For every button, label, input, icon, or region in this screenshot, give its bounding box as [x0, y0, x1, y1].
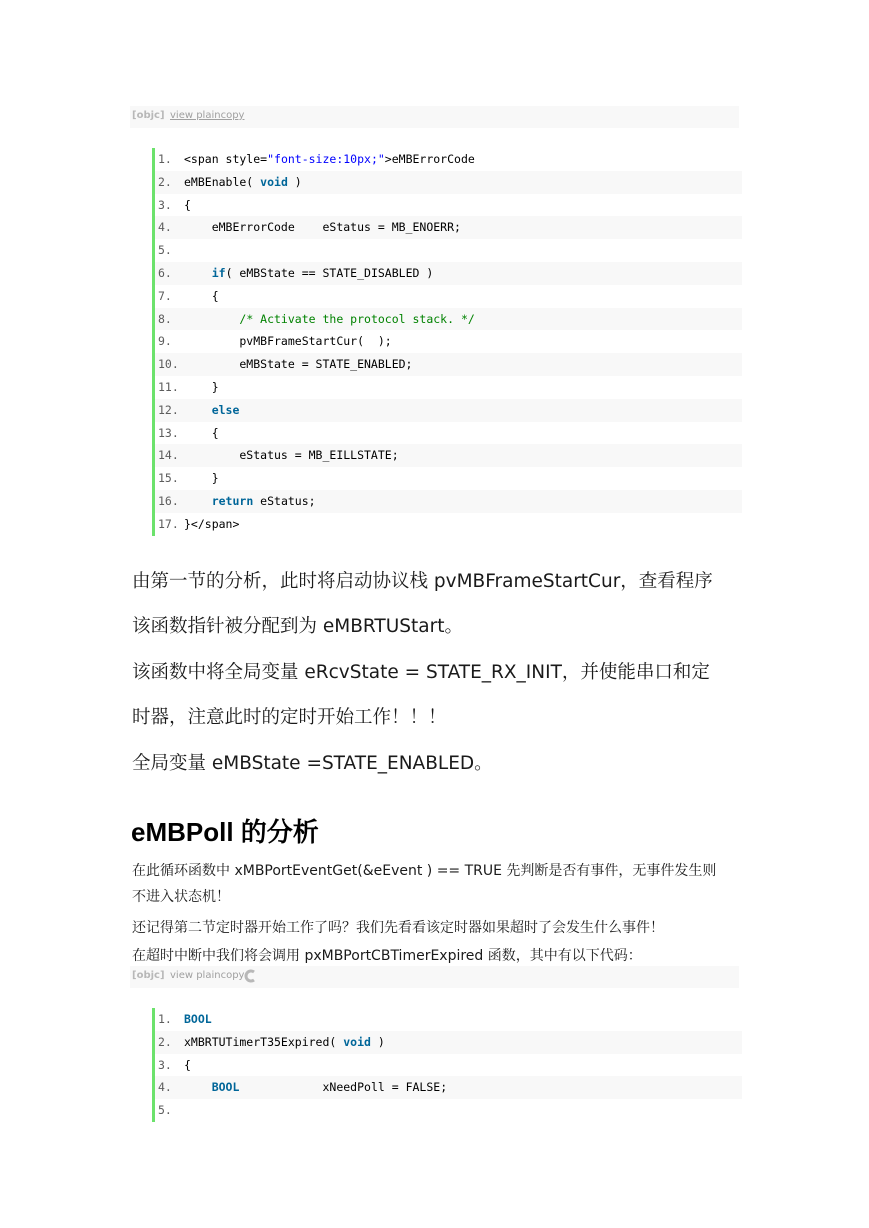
line-number: 12.	[158, 402, 179, 417]
code-token: >eMBErrorCode	[384, 152, 475, 166]
code-keyword: if	[211, 265, 226, 280]
code-text	[184, 148, 475, 171]
code-text	[184, 444, 399, 467]
code-line	[155, 490, 742, 513]
paragraph: 全局变量 eMBState =STATE_ENABLED。	[132, 753, 493, 774]
code-text	[184, 376, 219, 399]
code-token	[184, 1080, 212, 1094]
code-line	[155, 171, 742, 194]
code-token: ( eMBState == STATE_DISABLED )	[225, 265, 434, 280]
code-line	[155, 216, 742, 239]
line-number: 1.	[158, 152, 172, 166]
code-text	[184, 1076, 447, 1099]
code-text	[184, 171, 302, 194]
code-line	[155, 513, 742, 536]
code-line	[155, 262, 742, 285]
code-line	[155, 467, 742, 490]
code-keyword: else	[211, 402, 240, 417]
line-number: 16.	[158, 493, 179, 508]
code-token: <span style=	[184, 152, 268, 166]
paragraph: 还记得第二节定时器开始工作了吗？我们先看看该定时器如果超时了会发生什么事件！	[132, 920, 664, 936]
line-number: 2.	[158, 174, 172, 189]
code-token: pvMBFrameStartCur( );	[184, 334, 392, 349]
code-text	[184, 1031, 385, 1054]
code-line	[155, 1054, 742, 1077]
code-token: }	[184, 471, 219, 486]
code-text	[184, 490, 316, 513]
line-number: 17.	[158, 516, 179, 531]
code-token: }	[184, 379, 219, 394]
code-line	[155, 239, 742, 262]
code-token: {	[184, 425, 219, 440]
line-number: 15.	[158, 471, 179, 486]
code-line	[155, 148, 742, 171]
code-token: xMBRTUTimerT35Expired(	[184, 1034, 344, 1049]
line-number: 6.	[158, 265, 172, 280]
code-token	[184, 312, 239, 326]
line-number: 9.	[158, 334, 172, 349]
code-block	[152, 148, 742, 536]
code-comment: /* Activate the protocol stack. */	[239, 311, 475, 326]
code-toolbar	[130, 966, 739, 988]
code-line	[155, 330, 742, 353]
code-text	[184, 1054, 191, 1077]
code-text	[184, 308, 475, 331]
code-line	[155, 194, 742, 217]
code-text	[184, 422, 219, 445]
code-token: )	[287, 174, 302, 189]
line-number: 7.	[158, 288, 172, 303]
code-token: {	[184, 288, 219, 303]
paragraph: 由第一节的分析，此时将启动协议栈 pvMBFrameStartCur，查看程序	[132, 571, 713, 592]
code-token: eMBEnable(	[184, 174, 261, 189]
line-number: 10.	[158, 357, 179, 372]
code-keyword: BOOL	[184, 1012, 212, 1026]
code-keyword: void	[343, 1034, 371, 1049]
line-number: 4.	[158, 1080, 172, 1095]
code-token: {	[184, 197, 191, 212]
code-text	[184, 467, 219, 490]
code-text	[184, 262, 433, 285]
paragraph: 时器，注意此时的定时开始工作！！！	[132, 707, 447, 728]
code-keyword: void	[260, 174, 288, 189]
line-number: 5.	[158, 243, 172, 258]
code-text	[184, 330, 392, 353]
paragraph: 在超时中断中我们将会调用 pxMBPortCBTimerExpired 函数，其中有以下代码：	[132, 948, 642, 964]
code-token: xNeedPoll = FALSE;	[239, 1080, 448, 1095]
line-number: 13.	[158, 425, 179, 440]
code-token: eStatus;	[253, 493, 316, 508]
code-string: "font-size:10px;"	[267, 152, 385, 166]
line-number: 2.	[158, 1034, 172, 1049]
code-keyword: BOOL	[211, 1080, 240, 1095]
code-token: )	[370, 1034, 385, 1049]
line-number: 1.	[158, 1012, 172, 1026]
section-heading: eMBPoll 的分析	[131, 817, 319, 847]
code-text	[184, 194, 191, 217]
code-line	[155, 376, 742, 399]
code-line	[155, 399, 742, 422]
paragraph: 在此循环函数中 xMBPortEventGet(&eEvent ) == TRUE 先判断是否有事件，无事件发生则	[132, 863, 717, 879]
code-text	[184, 399, 239, 422]
code-token: {	[184, 1057, 191, 1072]
code-toolbar	[130, 106, 739, 128]
paragraph: 该函数中将全局变量 eRcvState = STATE_RX_INIT，并使能串口和定	[132, 662, 710, 683]
code-text	[184, 353, 412, 376]
view-plaincopy-link[interactable]: view plaincopy	[170, 970, 245, 981]
code-line	[155, 444, 742, 467]
code-token: eStatus = MB_EILLSTATE;	[184, 448, 399, 463]
code-token: }</span>	[184, 516, 240, 531]
code-text	[184, 1008, 212, 1031]
line-number: 4.	[158, 220, 172, 235]
code-block	[152, 1008, 742, 1122]
code-language-label: [objc]	[132, 970, 165, 981]
code-text	[184, 513, 239, 536]
code-keyword: return	[211, 493, 254, 508]
code-language-label: [objc]	[132, 110, 165, 121]
line-number: 14.	[158, 448, 179, 463]
line-number: 5.	[158, 1103, 172, 1118]
code-line	[155, 308, 742, 331]
code-line	[155, 1076, 742, 1099]
code-line	[155, 1099, 742, 1122]
line-number: 11.	[158, 379, 179, 394]
code-line	[155, 353, 742, 376]
code-line	[155, 1008, 742, 1031]
copy-icon[interactable]	[243, 969, 257, 983]
code-token	[184, 266, 212, 280]
code-text	[184, 216, 461, 239]
line-number: 8.	[158, 311, 172, 326]
paragraph: 不进入状态机！	[132, 889, 230, 905]
code-line	[155, 422, 742, 445]
code-line	[155, 285, 742, 308]
code-token: eMBErrorCode eStatus = MB_ENOERR;	[184, 220, 461, 235]
line-number: 3.	[158, 197, 172, 212]
code-token	[184, 403, 212, 417]
code-token	[184, 494, 212, 508]
line-number: 3.	[158, 1057, 172, 1072]
paragraph: 该函数指针被分配到为 eMBRTUStart。	[132, 616, 463, 637]
code-text	[184, 285, 219, 308]
code-token: eMBState = STATE_ENABLED;	[184, 357, 413, 372]
view-plaincopy-link[interactable]: view plaincopy	[170, 110, 245, 121]
code-line	[155, 1031, 742, 1054]
